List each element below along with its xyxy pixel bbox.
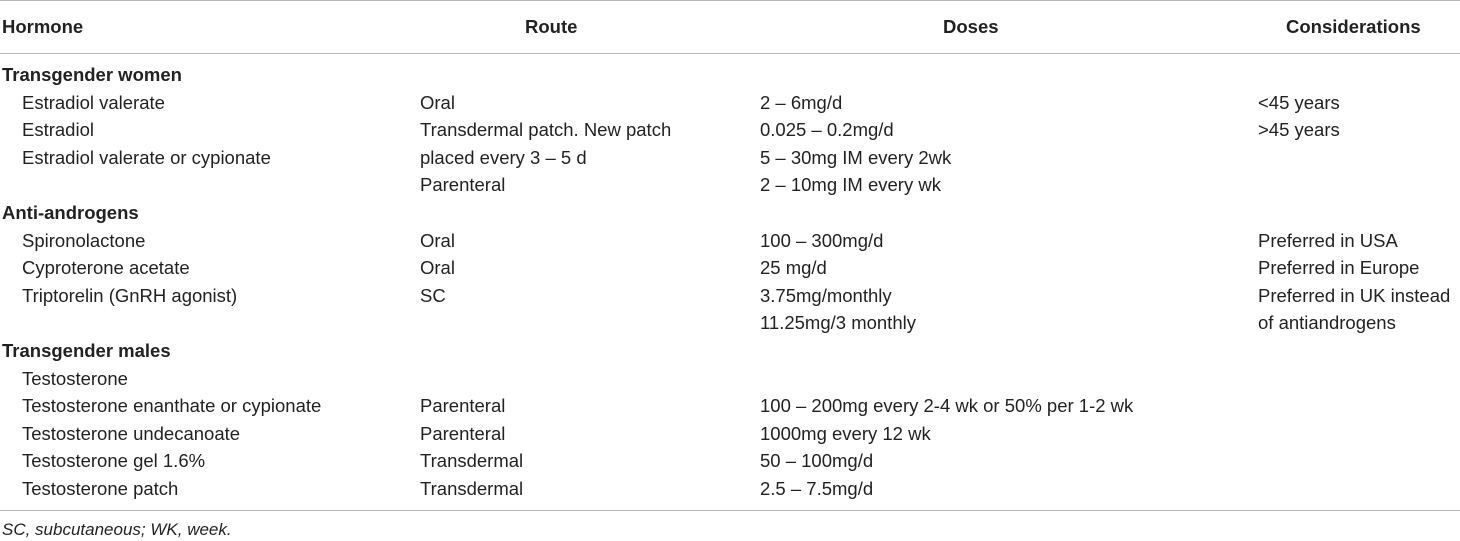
cell-considerations: Preferred in Europe bbox=[1258, 257, 1420, 279]
cell-considerations: >45 years bbox=[1258, 119, 1340, 141]
table-row bbox=[0, 89, 1460, 117]
table-row bbox=[0, 254, 1460, 282]
header-considerations: Considerations bbox=[1286, 16, 1421, 37]
cell-considerations: Preferred in UK instead bbox=[1258, 284, 1451, 306]
table-header bbox=[0, 13, 1460, 41]
cell-doses: 0.025 – 0.2mg/d bbox=[760, 119, 894, 141]
cell-hormone: Transgender males bbox=[2, 340, 171, 361]
cell-hormone: Spironolactone bbox=[22, 229, 146, 251]
cell-hormone: Anti-androgens bbox=[2, 202, 139, 223]
header-rule bbox=[0, 53, 1460, 54]
cell-doses: 100 – 300mg/d bbox=[760, 229, 884, 251]
cell-doses: 2 – 6mg/d bbox=[760, 91, 843, 113]
cell-hormone: Testosterone enanthate or cypionate bbox=[22, 395, 322, 417]
cell-doses: 100 – 200mg every 2-4 wk or 50% per 1-2 wk bbox=[760, 395, 1134, 417]
cell-route: Oral bbox=[420, 229, 455, 251]
cell-hormone: Estradiol bbox=[22, 119, 94, 141]
table-row bbox=[0, 116, 1460, 144]
header-route: Route bbox=[525, 16, 578, 37]
cell-doses: 1000mg every 12 wk bbox=[760, 422, 931, 444]
cell-hormone: Testosterone gel 1.6% bbox=[22, 450, 206, 472]
cell-route: placed every 3 – 5 d bbox=[420, 146, 587, 168]
cell-hormone: Testosterone bbox=[22, 367, 128, 389]
table-row bbox=[0, 309, 1460, 337]
header-hormone: Hormone bbox=[2, 16, 84, 37]
cell-hormone: Transgender women bbox=[2, 64, 182, 85]
cell-doses: 2 – 10mg IM every wk bbox=[760, 174, 941, 196]
cell-route: Parenteral bbox=[420, 422, 506, 444]
cell-doses: 3.75mg/monthly bbox=[760, 284, 892, 306]
section-row bbox=[0, 61, 1460, 89]
table-row bbox=[0, 420, 1460, 448]
cell-doses: 11.25mg/3 monthly bbox=[760, 312, 916, 334]
table-footnote: SC, subcutaneous; WK, week. bbox=[2, 520, 232, 539]
cell-route: Oral bbox=[420, 257, 455, 279]
cell-route: Oral bbox=[420, 91, 455, 113]
cell-considerations: Preferred in USA bbox=[1258, 229, 1398, 251]
cell-doses: 50 – 100mg/d bbox=[760, 450, 874, 472]
table-row bbox=[0, 392, 1460, 420]
cell-hormone: Estradiol valerate or cypionate bbox=[22, 146, 271, 168]
cell-considerations: of antiandrogens bbox=[1258, 312, 1396, 334]
cell-hormone: Testosterone patch bbox=[22, 478, 179, 499]
cell-doses: 25 mg/d bbox=[760, 257, 827, 279]
cell-hormone: Estradiol valerate bbox=[22, 91, 165, 113]
table-row bbox=[0, 447, 1460, 475]
top-rule bbox=[0, 0, 1460, 1]
table-row bbox=[0, 227, 1460, 255]
section-row bbox=[0, 337, 1460, 365]
cell-considerations: <45 years bbox=[1258, 91, 1340, 113]
bottom-rule bbox=[0, 510, 1460, 511]
cell-hormone: Cyproterone acetate bbox=[22, 257, 190, 279]
cell-route: Transdermal bbox=[420, 450, 524, 472]
table-row bbox=[0, 282, 1460, 310]
header-doses: Doses bbox=[943, 16, 999, 37]
cell-doses: 2.5 – 7.5mg/d bbox=[760, 478, 874, 499]
cell-route: SC bbox=[420, 284, 446, 306]
cell-route: Parenteral bbox=[420, 395, 506, 417]
cell-hormone: Testosterone undecanoate bbox=[22, 422, 241, 444]
table-row bbox=[0, 144, 1460, 172]
cell-route: Parenteral bbox=[420, 174, 506, 196]
cell-route: Transdermal patch. New patch bbox=[420, 119, 672, 141]
cell-doses: 5 – 30mg IM every 2wk bbox=[760, 146, 952, 168]
table-row bbox=[0, 475, 1460, 503]
cell-route: Transdermal bbox=[420, 478, 524, 499]
table-row bbox=[0, 171, 1460, 199]
section-row bbox=[0, 199, 1460, 227]
cell-hormone: Triptorelin (GnRH agonist) bbox=[22, 284, 238, 306]
table-row bbox=[0, 365, 1460, 393]
